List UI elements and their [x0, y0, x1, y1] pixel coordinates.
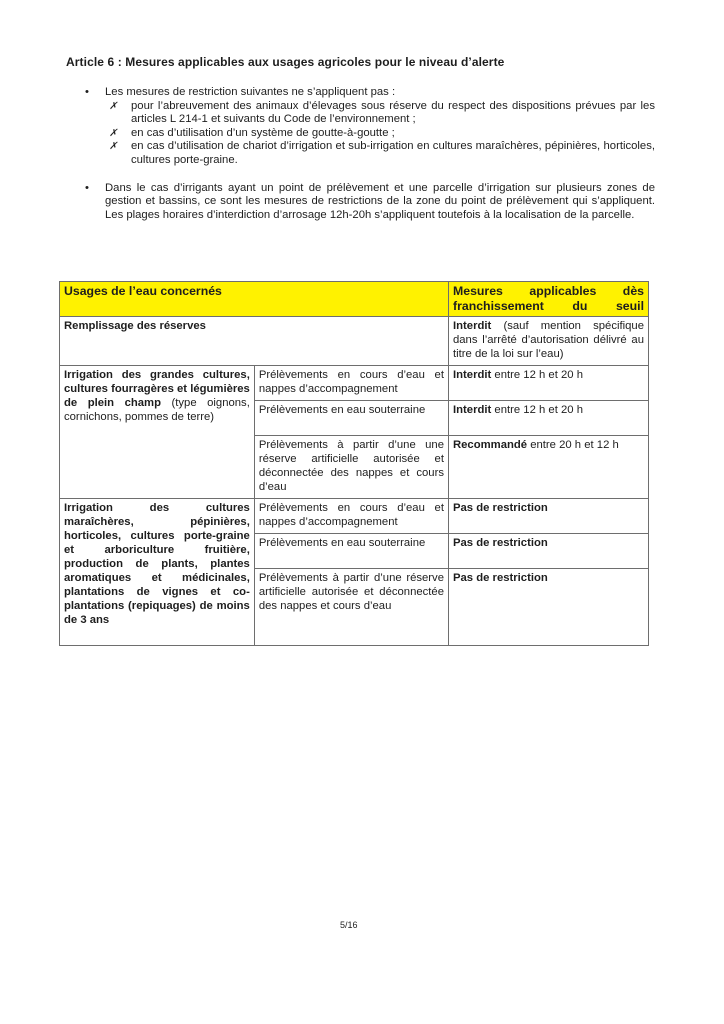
source-cell: Prélèvements à partir d’une réserve artificielle autorisée et déconnectée des nappes et cours d’eau	[254, 569, 448, 646]
measure-rest: entre 12 h et 20 h	[491, 369, 583, 381]
usage-cell	[60, 366, 255, 499]
measure-rest: entre 12 h et 20 h	[491, 404, 583, 416]
page-number: 5/16	[340, 920, 358, 930]
sub-item-text: en cas d’utilisation d’un système de goutte-à-goutte ;	[131, 126, 395, 139]
table-header-row	[60, 282, 649, 317]
measure-bold: Recommandé	[452, 439, 528, 451]
usage-measures-table	[59, 281, 649, 646]
table-row	[60, 499, 649, 534]
sub-item-text: en cas d’utilisation de chariot d’irrigation et sub-irrigation en cultures maraîchères, pépinières, horticoles, cultures porte-graine.	[131, 140, 655, 166]
bullet-dot-icon: •	[85, 86, 89, 98]
sub-item	[105, 100, 655, 127]
source-cell: Prélèvements en cours d’eau et nappes d’accompagnement	[254, 499, 448, 534]
bullet-item	[85, 182, 655, 223]
measure-rest: entre 20 h et 12 h	[527, 439, 619, 451]
header-measures: Mesures applicables dès franchissement du seuil	[448, 282, 648, 317]
sub-item	[105, 140, 655, 167]
cross-bullet-icon: ✗	[109, 127, 118, 139]
sub-item-text: pour l’abreuvement des animaux d’élevages sous réserve du respect des dispositions prévues par les articles L 214-1 et suivants du Code de l’environnement ;	[131, 99, 655, 126]
cross-bullet-icon: ✗	[109, 141, 118, 153]
cross-bullet-icon: ✗	[109, 100, 118, 112]
measure-cell	[448, 436, 648, 499]
bullet-item	[85, 86, 655, 168]
bullet-text: Dans le cas d’irrigants ayant un point de prélèvement et une parcelle d’irrigation sur plusieurs zones de gestion et bassins, ce sont les mesures de restrictions de la zone du point de prélèvement qui s’appliquent. Les plages horaires d’interdiction d’arrosage 12h-20h s’appliquent toutefois à la localisation de la parcelle.	[105, 181, 655, 221]
measure-cell	[448, 366, 648, 401]
source-cell: Prélèvements à partir d’une une réserve artificielle autorisée et déconnectée des nappes et cours d’eau	[254, 436, 448, 499]
bullet-list	[85, 86, 655, 222]
bullet-dot-icon: •	[85, 181, 89, 194]
measure-cell	[448, 317, 648, 366]
measure-cell: Pas de restriction	[448, 569, 648, 646]
usage-cell: Remplissage des réserves	[60, 317, 449, 366]
table-row	[60, 317, 649, 366]
measure-cell: Pas de restriction	[448, 499, 648, 534]
measure-cell: Pas de restriction	[448, 534, 648, 569]
measure-cell	[448, 401, 648, 436]
header-usages: Usages de l’eau concernés	[60, 282, 449, 317]
source-cell: Prélèvements en eau souterraine	[254, 401, 448, 436]
measure-rest: (sauf mention spécifique dans l’arrêté d’autorisation délivré au titre de la loi sur l’eau)	[452, 320, 644, 360]
source-cell: Prélèvements en eau souterraine	[254, 534, 448, 569]
usage-rest: (type oignons, cornichons, pommes de terre)	[64, 397, 250, 423]
measure-bold: Interdit	[452, 320, 492, 332]
usage-bold: Irrigation des grandes cultures, cultures fourragères et légumières de plein champ	[64, 369, 250, 409]
measure-bold: Interdit	[452, 404, 492, 416]
sub-item	[105, 127, 655, 141]
article-title: Article 6 : Mesures applicables aux usages agricoles pour le niveau d’alerte	[66, 55, 505, 69]
usage-cell: Irrigation des cultures maraîchères, pépinières, horticoles, cultures porte-graine et arboriculture fruitière, production de plants, plantes aromatiques et médicinales, plantations de vignes et co-plantations (repiquages) de moins de 3 ans	[60, 499, 255, 646]
bullet-text: Les mesures de restriction suivantes ne s’appliquent pas :	[105, 86, 396, 98]
source-cell: Prélèvements en cours d’eau et nappes d’accompagnement	[254, 366, 448, 401]
table-row	[60, 366, 649, 401]
measure-bold: Interdit	[452, 369, 492, 381]
